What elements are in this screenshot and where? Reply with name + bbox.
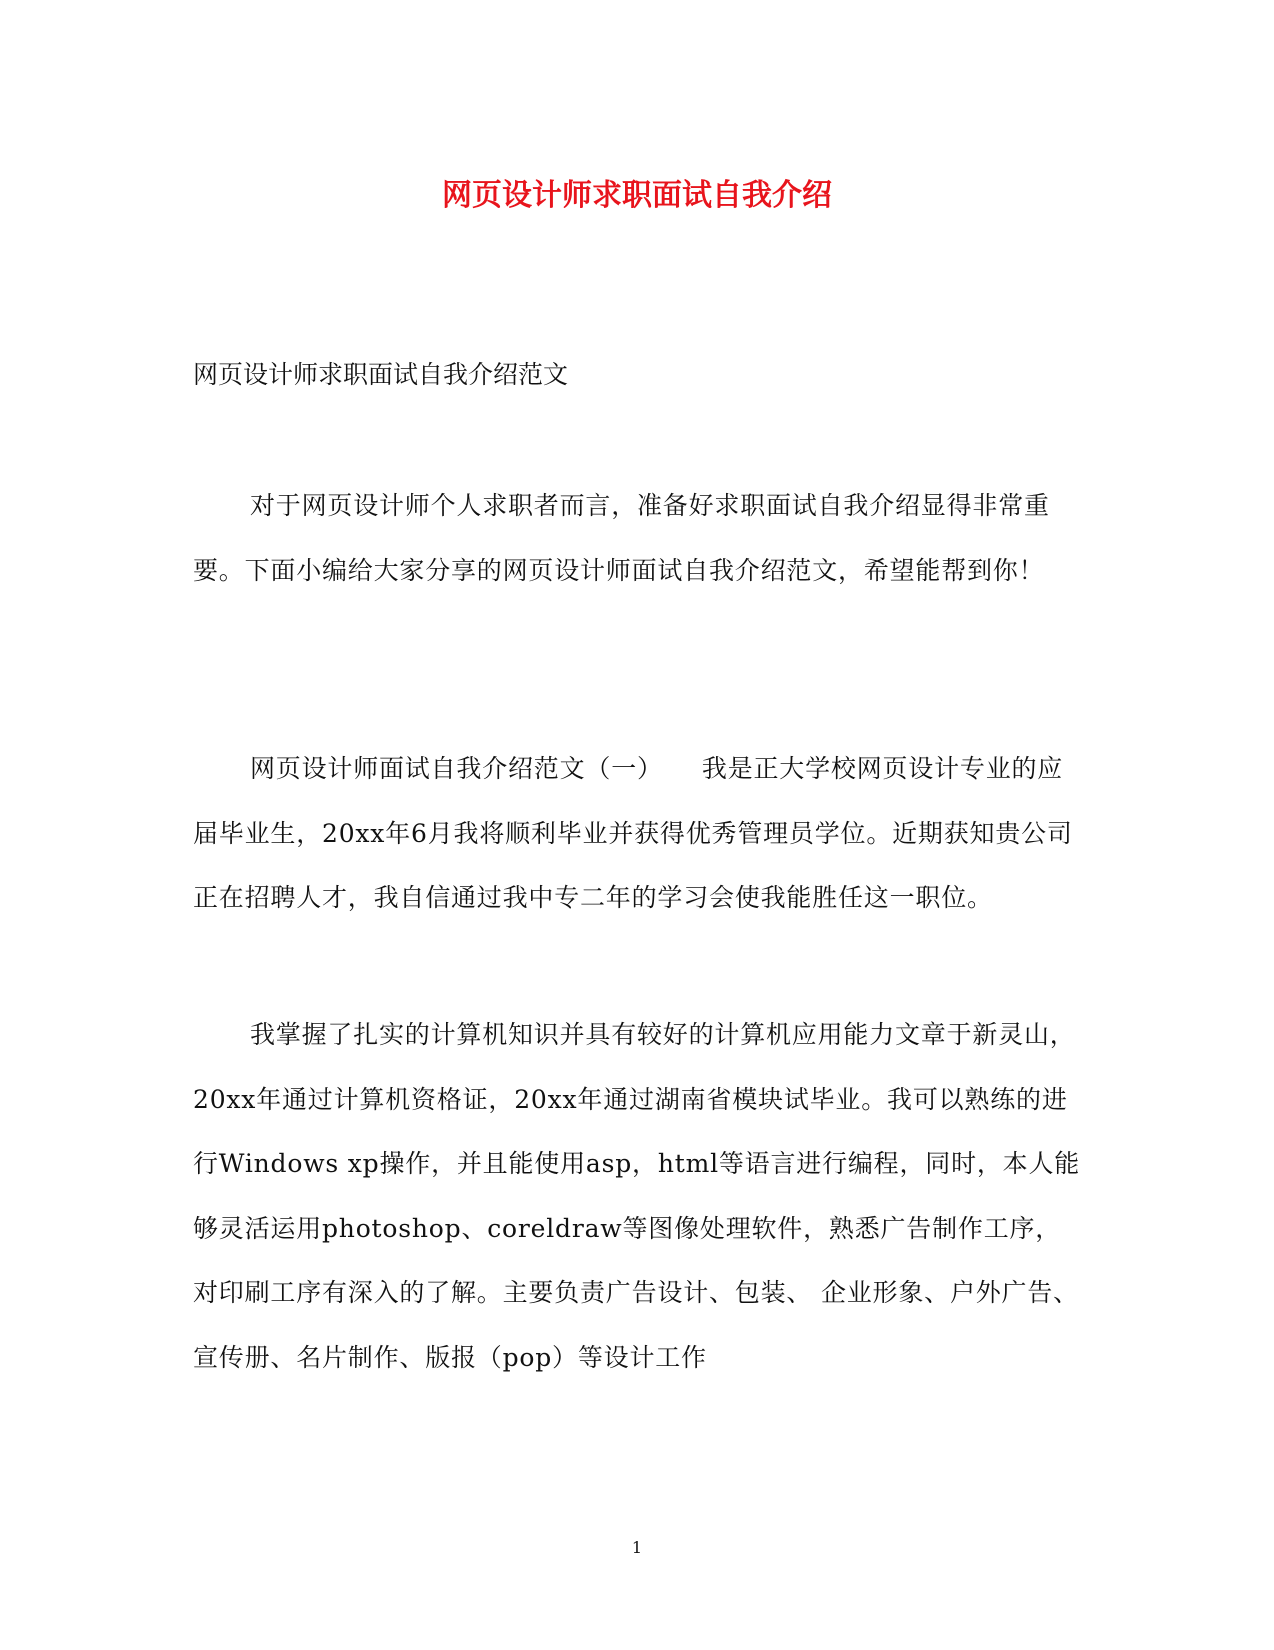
paragraph-skills: 我掌握了扎实的计算机知识并具有较好的计算机应用能力文章于新灵山，20xx年通过计算机资格证，20xx年通过湖南省模块试毕业。我可以熟练的进行Windows xp操作，并且能使用asp，html等语言进行编程，同时，本人能够灵活运用photoshop、coreldraw等图像处理软件，熟悉广告制作工序，对印刷工序有深入的了解。主要负责广告设计、包装、 企业形象、户外广告、宣传册、名片制作、版报（pop）等设计工作	[193, 1020, 1081, 1372]
document-title: 网页设计师求职面试自我介绍	[442, 178, 832, 213]
document-subtitle: 网页设计师求职面试自我介绍范文	[193, 360, 569, 389]
page-number: 1	[631, 1538, 643, 1557]
paragraph-sample-one: 网页设计师面试自我介绍范文（一） 我是正大学校网页设计专业的应届毕业生，20xx年6月我将顺利毕业并获得优秀管理员学位。近期获知贵公司正在招聘人才，我自信通过我中专二年的学习会使我能胜任这一职位。	[193, 754, 1073, 912]
paragraph-intro: 对于网页设计师个人求职者而言，准备好求职面试自我介绍显得非常重要。下面小编给大家分享的网页设计师面试自我介绍范文，希望能帮到你！	[193, 491, 1050, 585]
